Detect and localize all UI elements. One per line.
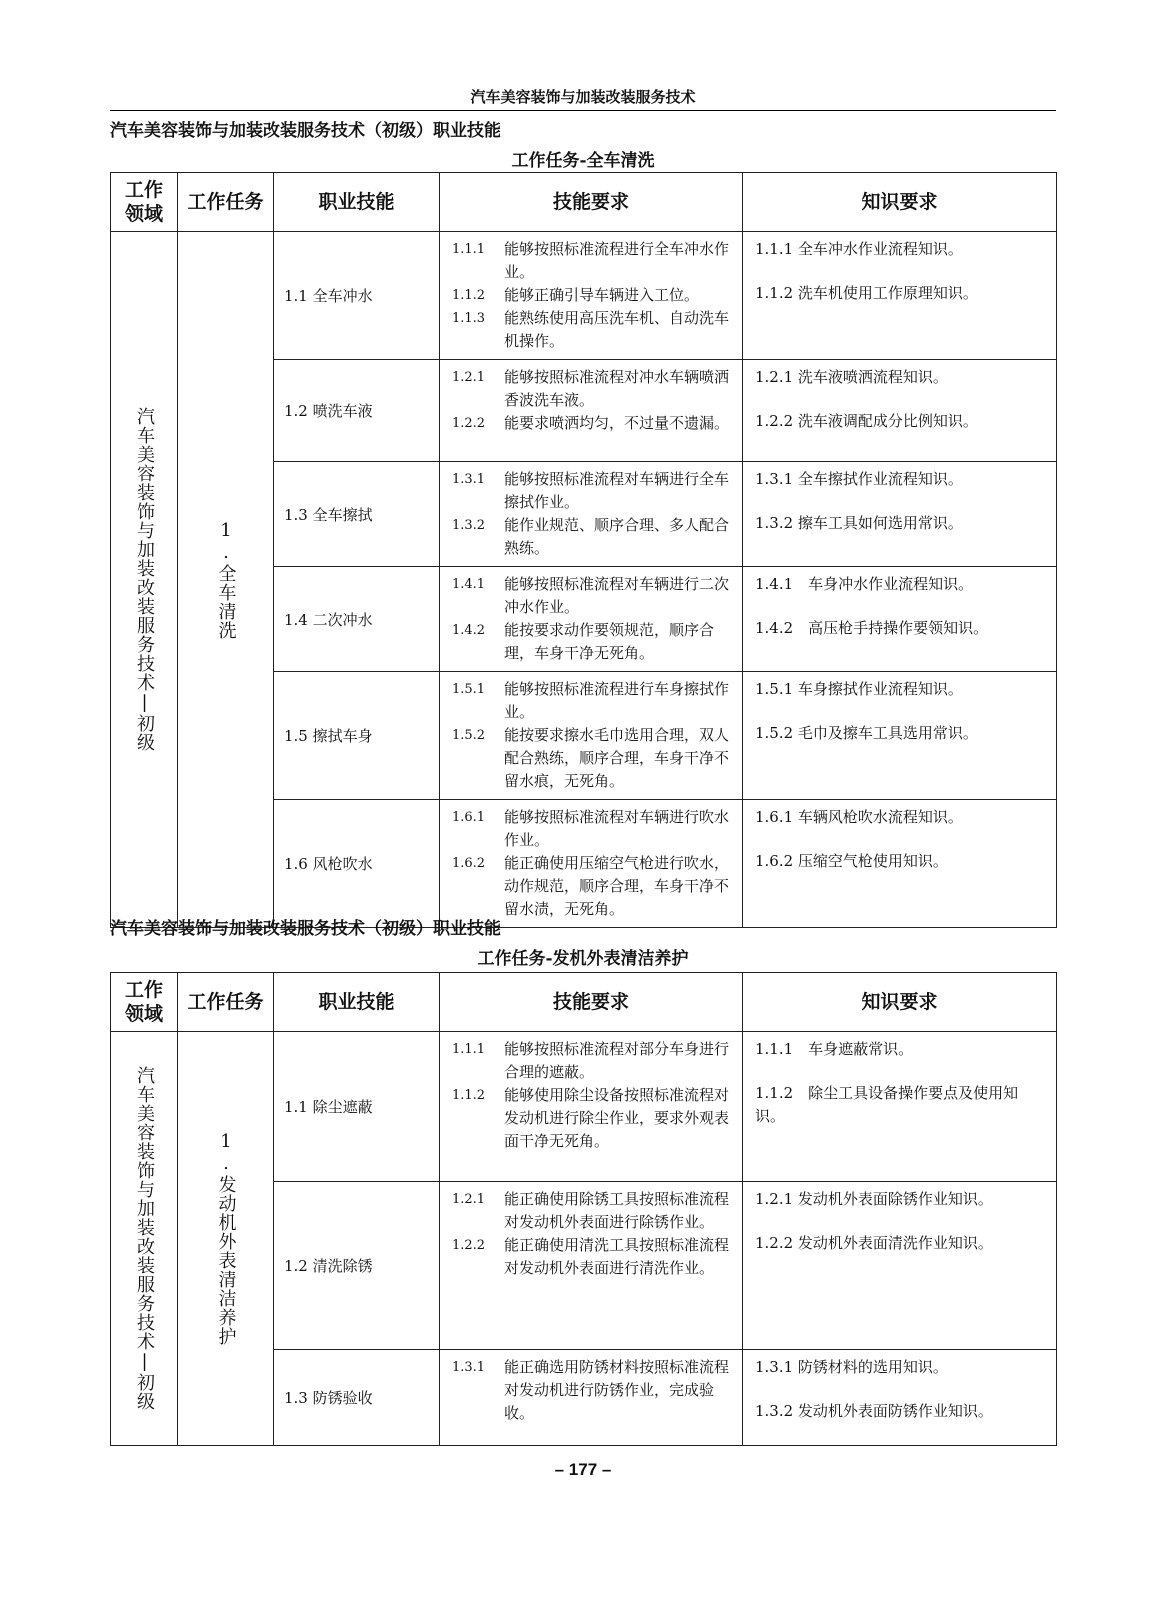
skill-cell: 1.6 风枪吹水 (274, 800, 440, 928)
skill-cell: 1.2 喷洗车液 (274, 360, 440, 462)
task-cell (178, 1032, 274, 1446)
requirement-number: 1.2.2 (452, 416, 486, 431)
requirement-text: 能熟练使用高压洗车机、自动洗车机操作。 (504, 309, 730, 350)
section1-title: 汽车美容装饰与加装改装服务技术（初级）职业技能 (110, 121, 501, 141)
knowledge-text: 1.1.2 洗车机使用工作原理知识。 (755, 284, 978, 302)
requirement-item (452, 619, 734, 665)
requirement-text: 能按要求擦水毛巾选用合理，双人配合熟练，顺序合理，车身干净不留水痕，无死角。 (504, 726, 730, 790)
header-skill: 职业技能 (274, 173, 440, 232)
requirement-number: 1.2.2 (452, 1238, 486, 1253)
requirement-item (452, 1084, 734, 1153)
knowledge-item (755, 410, 1048, 433)
knowledge-item (755, 1188, 1048, 1211)
knowledge-item (755, 1038, 1048, 1061)
skill-requirements-cell (440, 232, 743, 360)
requirement-text: 能够使用除尘设备按照标准流程对发动机进行除尘作业，要求外观表面干净无死角。 (504, 1086, 730, 1150)
knowledge-text: 1.2.2 洗车液调配成分比例知识。 (755, 412, 978, 430)
skill-requirements-cell (440, 1032, 743, 1182)
skill-requirements-cell (440, 360, 743, 462)
task-text: 1.发动机外表清洁养护 (215, 1131, 237, 1346)
requirement-text: 能要求喷洒均匀，不过量不遗漏。 (504, 414, 730, 432)
requirement-text: 能按要求动作要领规范，顺序合理，车身干净无死角。 (504, 621, 715, 662)
skill-requirements-cell (440, 672, 743, 800)
requirement-number: 1.3.1 (452, 472, 486, 487)
skill-requirements-cell (440, 567, 743, 672)
skill-cell: 1.1 除尘遮蔽 (274, 1032, 440, 1182)
requirement-text: 能正确使用清洗工具按照标准流程对发动机外表面进行清洗作业。 (504, 1236, 730, 1277)
requirement-text: 能够按照标准流程进行全车冲水作业。 (504, 240, 730, 281)
requirement-item (452, 412, 734, 435)
requirement-number: 1.2.1 (452, 1192, 486, 1207)
requirement-text: 能够按照标准流程对冲水车辆喷洒香波洗车液。 (504, 368, 730, 409)
knowledge-text: 1.2.1 发动机外表面除锈作业知识。 (755, 1190, 993, 1208)
header-domain: 工作领域 (111, 173, 178, 232)
requirement-item (452, 468, 734, 514)
requirement-item (452, 284, 734, 307)
skill-cell: 1.3 全车擦拭 (274, 462, 440, 567)
knowledge-requirements-cell (743, 360, 1057, 462)
requirement-number: 1.3.1 (452, 1360, 486, 1375)
domain-cell (111, 1032, 178, 1446)
knowledge-text: 1.3.1 防锈材料的选用知识。 (755, 1358, 948, 1376)
requirement-text: 能够按照标准流程进行车身擦拭作业。 (504, 680, 730, 721)
skill-requirements-cell (440, 1350, 743, 1446)
domain-text: 汽车美容装饰与加装改装服务技术|初级 (134, 407, 155, 752)
requirement-number: 1.2.1 (452, 370, 486, 385)
requirement-text: 能够按照标准流程对车辆进行吹水作业。 (504, 808, 730, 849)
requirement-number: 1.1.2 (452, 288, 486, 303)
knowledge-item (755, 366, 1048, 389)
header-task: 工作任务 (178, 173, 274, 232)
requirement-item (452, 852, 734, 921)
knowledge-item (755, 850, 1048, 873)
knowledge-item (755, 1232, 1048, 1255)
requirement-number: 1.6.1 (452, 810, 486, 825)
requirement-item (452, 724, 734, 793)
header-task: 工作任务 (178, 973, 274, 1032)
knowledge-requirements-cell (743, 567, 1057, 672)
requirement-number: 1.5.1 (452, 682, 486, 697)
knowledge-text: 1.5.1 车身擦拭作业流程知识。 (755, 680, 963, 698)
knowledge-requirements-cell (743, 232, 1057, 360)
skills-table-1 (110, 172, 1057, 928)
requirement-number: 1.1.3 (452, 311, 486, 326)
skill-cell: 1.1 全车冲水 (274, 232, 440, 360)
running-head: 汽车美容装饰与加装改装服务技术 (470, 88, 696, 106)
table-row (111, 232, 1057, 360)
skill-requirements-cell (440, 462, 743, 567)
knowledge-text: 1.1.1 车身遮蔽常识。 (755, 1040, 914, 1058)
skill-cell: 1.5 擦拭车身 (274, 672, 440, 800)
task-cell (178, 232, 274, 928)
header-know: 知识要求 (743, 973, 1057, 1032)
requirement-number: 1.5.2 (452, 728, 486, 743)
requirement-item (452, 1038, 734, 1084)
requirement-item (452, 1188, 734, 1234)
requirement-item (452, 1234, 734, 1280)
requirement-item (452, 366, 734, 412)
section1-subtitle: 工作任务-全车清洗 (511, 151, 655, 171)
section2-title: 汽车美容装饰与加装改装服务技术（初级）职业技能 (110, 919, 501, 939)
knowledge-requirements-cell (743, 672, 1057, 800)
requirement-item (452, 678, 734, 724)
requirement-number: 1.3.2 (452, 518, 486, 533)
header-know: 知识要求 (743, 173, 1057, 232)
section2-subtitle: 工作任务-发机外表清洁养护 (477, 949, 689, 969)
requirement-item (452, 238, 734, 284)
requirement-text: 能作业规范、顺序合理、多人配合熟练。 (504, 516, 730, 557)
requirement-text: 能够按照标准流程对部分车身进行合理的遮蔽。 (504, 1040, 730, 1081)
requirement-number: 1.1.2 (452, 1088, 486, 1103)
requirement-item (452, 514, 734, 560)
requirement-number: 1.1.1 (452, 1042, 486, 1057)
requirement-item (452, 573, 734, 619)
knowledge-text: 1.6.1 车辆风枪吹水流程知识。 (755, 808, 963, 826)
skill-cell: 1.3 防锈验收 (274, 1350, 440, 1446)
knowledge-requirements-cell (743, 800, 1057, 928)
requirement-text: 能够按照标准流程对车辆进行二次冲水作业。 (504, 575, 730, 616)
knowledge-item (755, 512, 1048, 535)
knowledge-text: 1.2.2 发动机外表面清洗作业知识。 (755, 1234, 993, 1252)
knowledge-text: 1.6.2 压缩空气枪使用知识。 (755, 852, 948, 870)
knowledge-item (755, 1400, 1048, 1423)
header-req: 技能要求 (440, 973, 743, 1032)
table-header-row (111, 973, 1057, 1032)
knowledge-item (755, 282, 1048, 305)
domain-cell (111, 232, 178, 928)
requirement-item (452, 806, 734, 852)
table-header-row (111, 173, 1057, 232)
knowledge-text: 1.3.1 全车擦拭作业流程知识。 (755, 470, 963, 488)
requirement-number: 1.6.2 (452, 856, 486, 871)
requirement-text: 能正确使用压缩空气枪进行吹水，动作规范，顺序合理，车身干净不留水渍，无死角。 (504, 854, 730, 918)
requirement-number: 1.4.1 (452, 577, 486, 592)
knowledge-item (755, 468, 1048, 491)
requirement-text: 能够按照标准流程对车辆进行全车擦拭作业。 (504, 470, 730, 511)
knowledge-requirements-cell (743, 1032, 1057, 1182)
requirement-text: 能正确使用除锈工具按照标准流程对发动机外表面进行除锈作业。 (504, 1190, 730, 1231)
knowledge-text: 1.4.2 高压枪手持操作要领知识。 (755, 619, 989, 637)
knowledge-requirements-cell (743, 1350, 1057, 1446)
requirement-item (452, 1356, 734, 1425)
skills-table-2 (110, 972, 1057, 1446)
skill-cell: 1.4 二次冲水 (274, 567, 440, 672)
table-row (111, 1032, 1057, 1182)
knowledge-item (755, 1082, 1048, 1128)
knowledge-text: 1.3.2 擦车工具如何选用常识。 (755, 514, 963, 532)
knowledge-requirements-cell (743, 1182, 1057, 1350)
knowledge-text: 1.1.1 全车冲水作业流程知识。 (755, 240, 963, 258)
knowledge-text: 1.3.2 发动机外表面防锈作业知识。 (755, 1402, 993, 1420)
knowledge-item (755, 806, 1048, 829)
knowledge-item (755, 238, 1048, 261)
requirement-item (452, 307, 734, 353)
knowledge-text: 1.4.1 车身冲水作业流程知识。 (755, 575, 974, 593)
knowledge-requirements-cell (743, 462, 1057, 567)
skill-cell: 1.2 清洗除锈 (274, 1182, 440, 1350)
page-number: – 177 – (554, 1460, 612, 1479)
knowledge-item (755, 678, 1048, 701)
requirement-number: 1.4.2 (452, 623, 486, 638)
knowledge-text: 1.1.2 除尘工具设备操作要点及使用知识。 (755, 1084, 1019, 1125)
knowledge-item (755, 617, 1048, 640)
knowledge-item (755, 722, 1048, 745)
requirement-text: 能正确选用防锈材料按照标准流程对发动机进行防锈作业，完成验收。 (504, 1358, 730, 1422)
requirement-text: 能够正确引导车辆进入工位。 (504, 286, 700, 304)
knowledge-text: 1.5.2 毛巾及擦车工具选用常识。 (755, 724, 978, 742)
header-domain: 工作领域 (111, 973, 178, 1032)
domain-text: 汽车美容装饰与加装改装服务技术|初级 (134, 1066, 155, 1411)
knowledge-text: 1.2.1 洗车液喷洒流程知识。 (755, 368, 948, 386)
skill-requirements-cell (440, 800, 743, 928)
knowledge-item (755, 1356, 1048, 1379)
knowledge-item (755, 573, 1048, 596)
header-rule (110, 110, 1056, 111)
skill-requirements-cell (440, 1182, 743, 1350)
header-req: 技能要求 (440, 173, 743, 232)
requirement-number: 1.1.1 (452, 242, 486, 257)
header-skill: 职业技能 (274, 973, 440, 1032)
task-text: 1.全车清洗 (215, 519, 237, 640)
